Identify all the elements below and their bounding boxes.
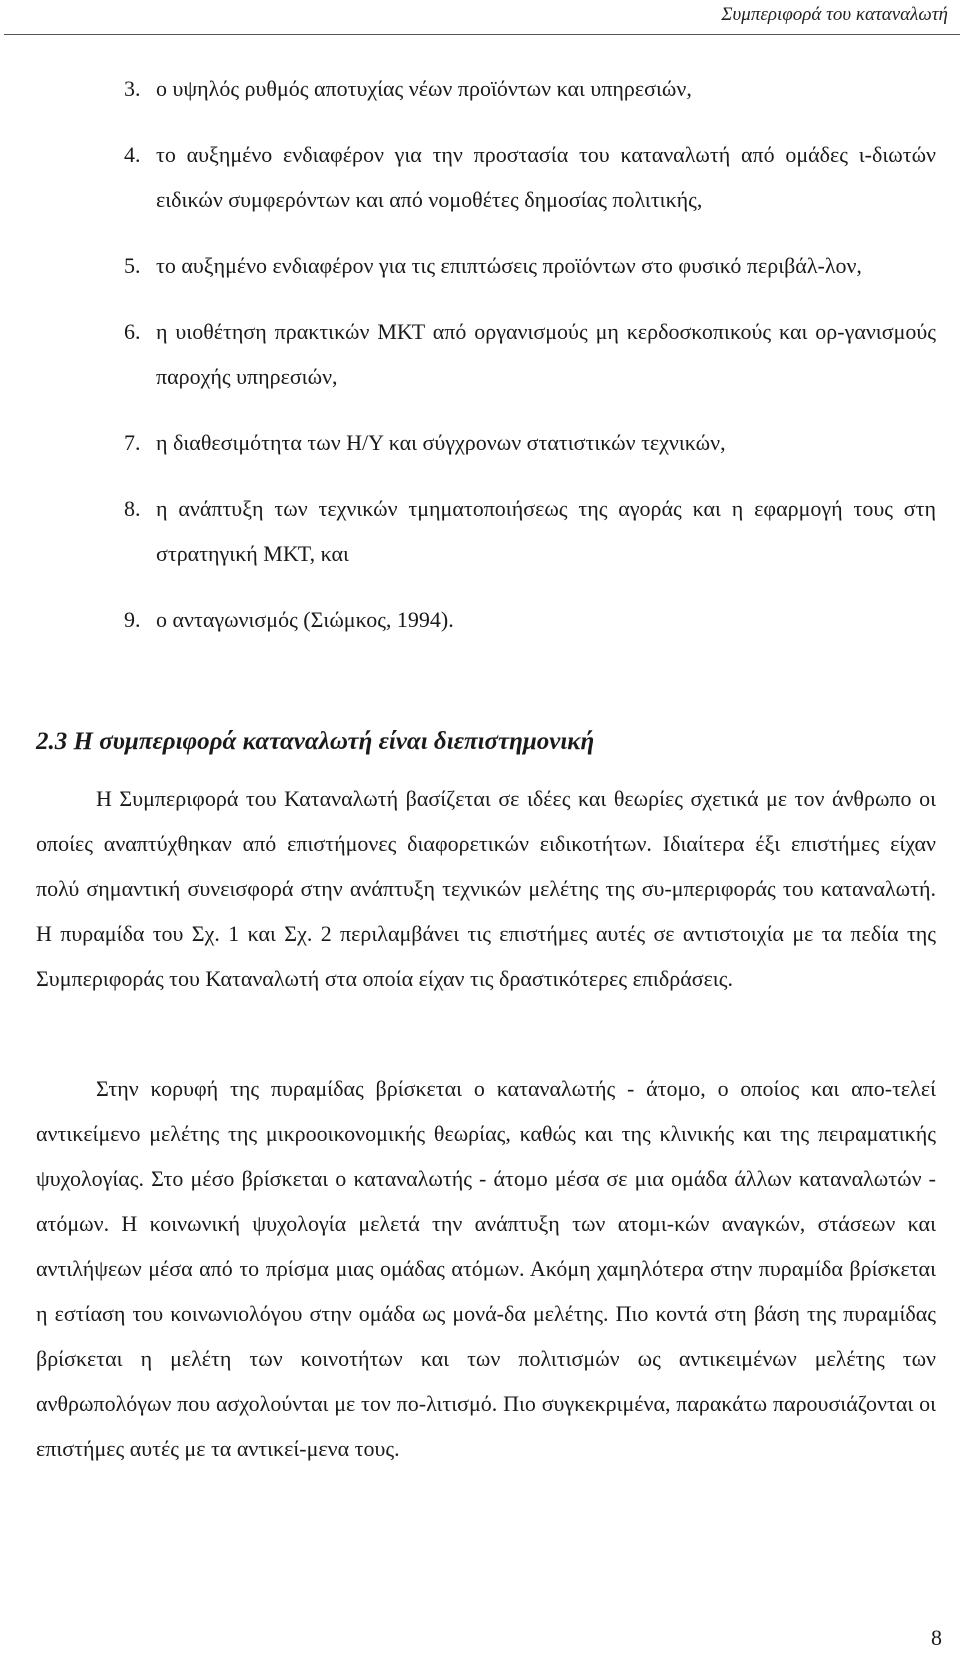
list-item-number: 5. — [124, 253, 141, 278]
list-item-text: ο ανταγωνισμός (Σιώμκος, 1994). — [156, 607, 454, 632]
list-item — [0, 243, 960, 288]
list-item — [0, 66, 960, 111]
list-item-number: 9. — [124, 607, 141, 632]
list-item — [0, 597, 960, 642]
list-item-text: η διαθεσιμότητα των Η/Υ και σύγχρονων στατιστικών τεχνικών, — [156, 430, 726, 455]
list-item-number: 7. — [124, 430, 141, 455]
running-header: Συμπεριφορά του καταναλωτή — [721, 4, 948, 25]
body-paragraph: Η Συμπεριφορά του Καταναλωτή βασίζεται σε ιδέες και θεωρίες σχετικά με τον άνθρωπο οι οποίες αναπτύχθηκαν από επιστήμονες διαφορετικών ειδικοτήτων. Ιδιαίτερα έξι επιστήμες είχαν πολύ σημαντική συνεισφορά στην ανάπτυξη τεχνικών μελέτης της συ-μπεριφοράς του καταναλωτή. Η πυραμίδα του Σχ. 1 και Σχ. 2 περιλαμβάνει τις επιστήμες αυτές σε αντιστοιχία με τα πεδία της Συμπεριφοράς του Καταναλωτή στα οποία είχαν τις δραστικότερες επιδράσεις. — [36, 786, 936, 991]
list-item-text: ο υψηλός ρυθμός αποτυχίας νέων προϊόντων και υπηρεσιών, — [156, 76, 692, 101]
body-paragraph: Στην κορυφή της πυραμίδας βρίσκεται ο καταναλωτής - άτομο, ο οποίος και απο-τελεί αντικείμενο μελέτης της μικροοικονομικής θεωρίας, καθώς και της κλινικής και της πειραματικής ψυχολογίας. Στο μέσο βρίσκεται ο καταναλωτής - άτομο μέσα σε μια ομάδα άλλων καταναλωτών - ατόμων. Η κοινωνική ψυχολογία μελετά την ανάπτυξη των ατομι-κών αναγκών, στάσεων και αντιλήψεων μέσα από το πρίσμα μιας ομάδας ατόμων. Ακόμη χαμηλότερα στην πυραμίδα βρίσκεται η εστίαση του κοινωνιολόγου στην ομάδα ως μονά-δα μελέτης. Πιο κοντά στη βάση της πυραμίδας βρίσκεται η μελέτη των κοινοτήτων και των πολιτισμών ως αντικειμένων μελέτης των ανθρωπολόγων που ασχολούνται με τον πο-λιτισμό. Πιο συγκεκριμένα, παρακάτω παρουσιάζονται οι επιστήμες αυτές με τα αντικεί-μενα τους. — [36, 1076, 936, 1461]
list-item-number: 4. — [124, 142, 141, 167]
list-item-text: η ανάπτυξη των τεχνικών τμηματοποιήσεως της αγοράς και η εφαρμογή τους στη στρατηγική ΜΚΤ, και — [156, 496, 936, 566]
list-item-number: 6. — [124, 319, 141, 344]
list-item-text: το αυξημένο ενδιαφέρον για την προστασία του καταναλωτή από ομάδες ι-διωτών ειδικών συμφερόντων και από νομοθέτες δημοσίας πολιτικής, — [156, 142, 936, 212]
numbered-list — [0, 66, 960, 663]
list-item — [0, 420, 960, 465]
header-divider — [4, 34, 960, 35]
page-number: 8 — [931, 1625, 942, 1650]
list-item-number: 3. — [124, 76, 141, 101]
section-heading: 2.3 Η συμπεριφορά καταναλωτή είναι διεπιστημονική — [36, 728, 595, 755]
list-item — [0, 309, 960, 399]
list-item — [0, 486, 960, 576]
list-item — [0, 132, 960, 222]
list-item-text: η υιοθέτηση πρακτικών ΜΚΤ από οργανισμούς μη κερδοσκοπικούς και ορ-γανισμούς παροχής υπηρεσιών, — [156, 319, 936, 389]
list-item-text: το αυξημένο ενδιαφέρον για τις επιπτώσεις προϊόντων στο φυσικό περιβάλ-λον, — [156, 253, 862, 278]
list-item-number: 8. — [124, 496, 141, 521]
